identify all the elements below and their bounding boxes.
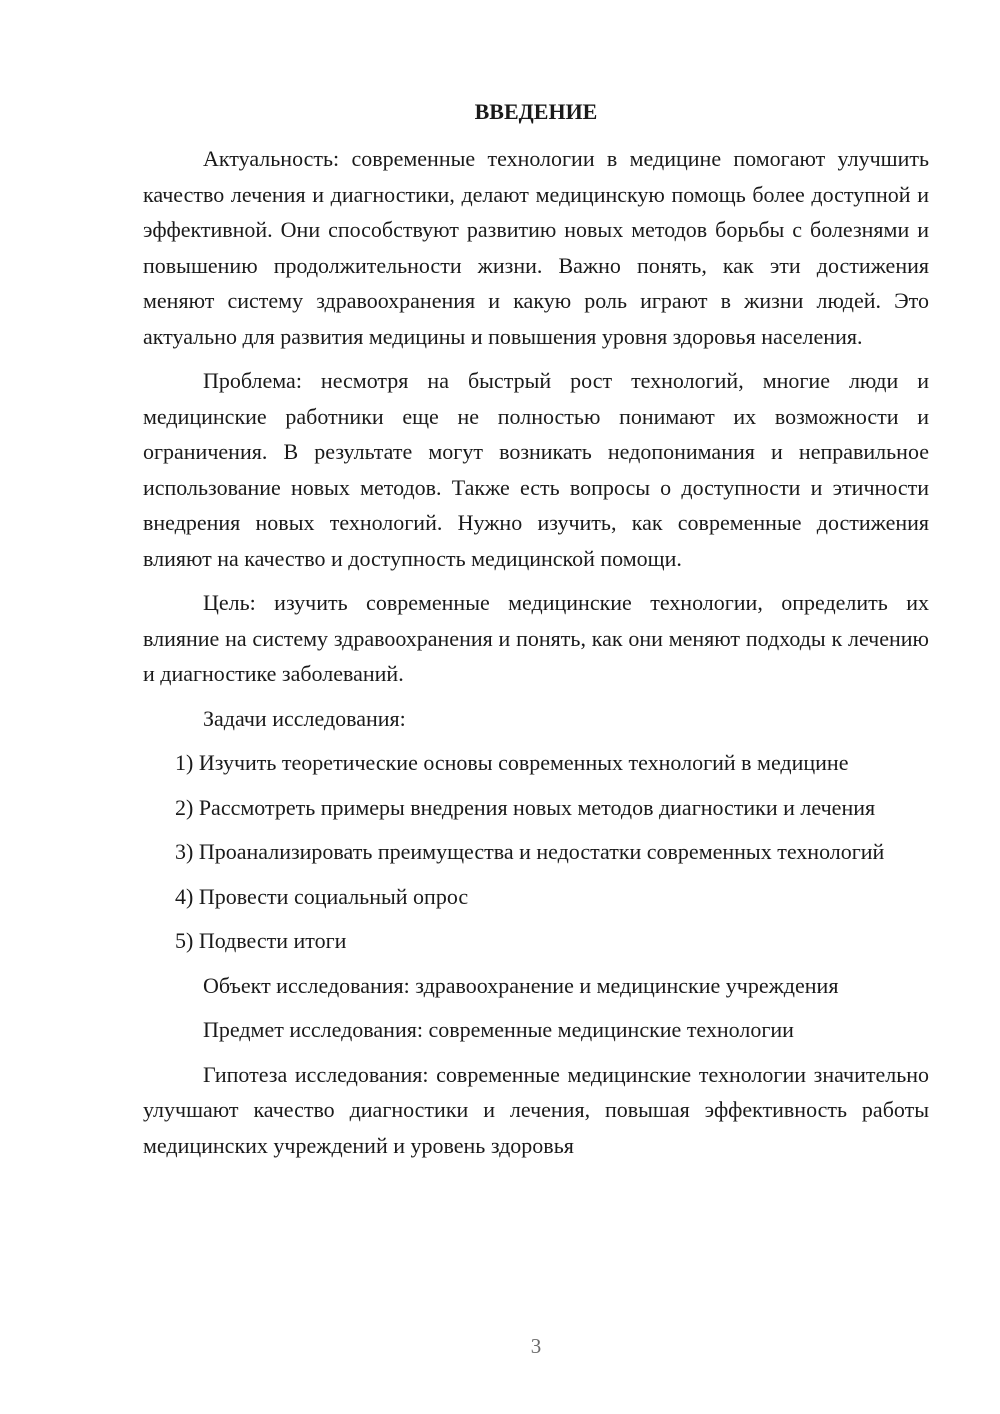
task-item-3: 3) Проанализировать преимущества и недостатки современных технологий xyxy=(175,839,885,864)
page-content xyxy=(143,94,929,1172)
task-item-1: 1) Изучить теоретические основы современных технологий в медицине xyxy=(175,750,849,775)
subject-paragraph: Предмет исследования: современные медицинские технологии xyxy=(203,1017,794,1042)
goal-paragraph: Цель: изучить современные медицинские технологии, определить их влияние на систему здравоохранения и понять, как они меняют подходы к лечению и диагностике заболеваний. xyxy=(143,590,929,686)
task-item-2: 2) Рассмотреть примеры внедрения новых методов диагностики и лечения xyxy=(175,794,876,820)
tasks-heading: Задачи исследования: xyxy=(203,705,406,731)
problem-paragraph: Проблема: несмотря на быстрый рост технологий, многие люди и медицинские работники еще не полностью понимают их возможности и ограничения. В результате могут возникать недопонимания и неправильное использование новых методов. Также есть вопросы о доступности и этичности внедрения новых технологий. Нужно изучить, как современные достижения влияют на качество и доступность медицинской помощи. xyxy=(143,368,929,571)
object-paragraph: Объект исследования: здравоохранение и медицинские учреждения xyxy=(203,972,839,998)
section-title: ВВЕДЕНИЕ xyxy=(474,99,598,124)
page-number: 3 xyxy=(530,1334,542,1358)
task-item-5: 5) Подвести итоги xyxy=(175,928,347,953)
task-item-4: 4) Провести социальный опрос xyxy=(175,883,469,909)
hypothesis-paragraph: Гипотеза исследования: современные медицинские технологии значительно улучшают качество диагностики и лечения, повышая эффективность работы медицинских учреждений и уровень здоровья xyxy=(143,1061,929,1158)
relevance-paragraph: Актуальность: современные технологии в медицине помогают улучшить качество лечения и диагностики, делают медицинскую помощь более доступной и эффективной. Они способствуют развитию новых методов борьбы с болезнями и повышению продолжительности жизни. Важно понять, как эти достижения меняют систему здравоохранения и какую роль играют в жизни людей. Это актуально для развития медицины и повышения уровня здоровья населения. xyxy=(143,146,929,349)
